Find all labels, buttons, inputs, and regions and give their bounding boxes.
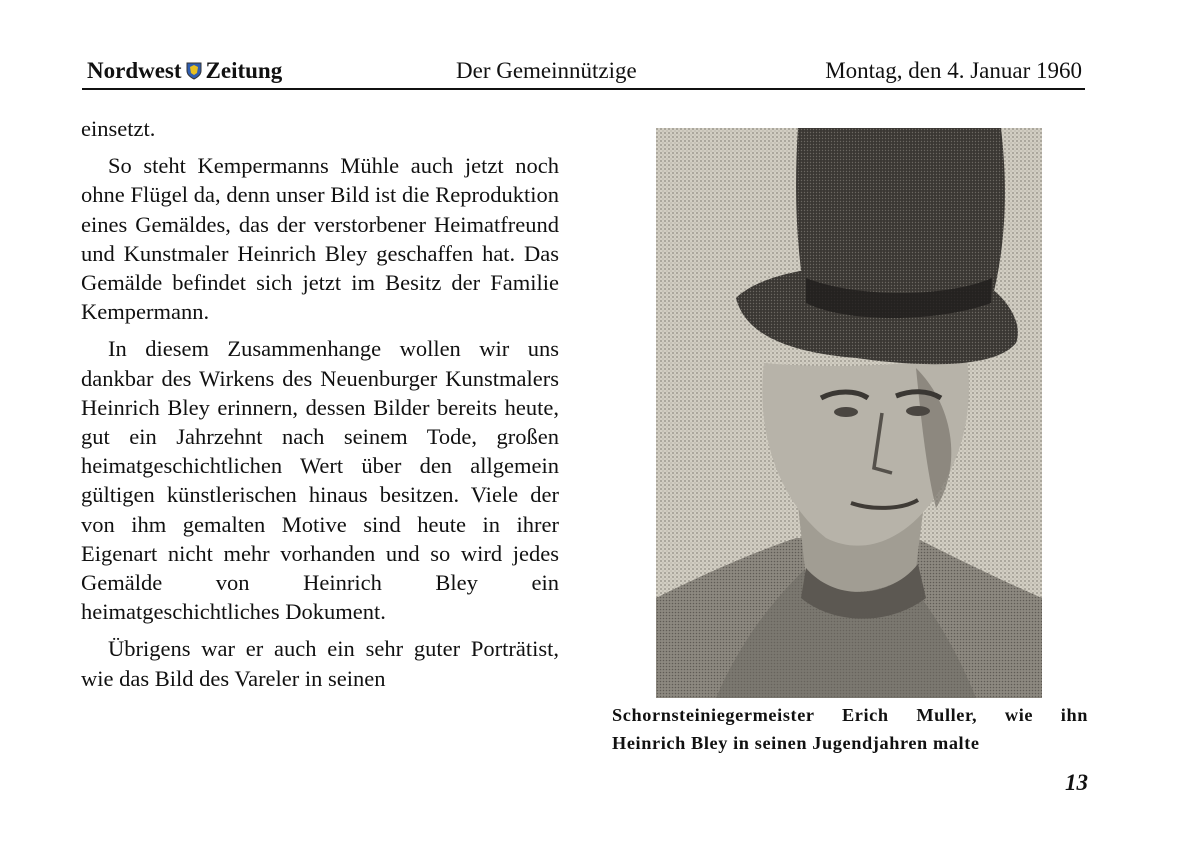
portrait-photo [656, 128, 1042, 698]
article-text [81, 114, 559, 701]
page-header [82, 56, 1085, 90]
article-paragraph: Übrigens war er auch ein sehr guter Porträtist, wie das Bild des Vareler in seinen [81, 636, 559, 691]
issue-date: Montag, den 4. Januar 1960 [825, 58, 1082, 83]
newspaper-name-part1: Nordwest [87, 58, 182, 83]
photo-caption [612, 701, 1088, 757]
newspaper-name [87, 58, 282, 84]
section-title: Der Gemeinnützige [456, 58, 637, 83]
page-number: 13 [1065, 770, 1088, 795]
caption-line-1: Schornsteiniegermeister Erich Muller, wie ihn [612, 705, 1088, 725]
portrait-illustration [656, 128, 1042, 698]
article-paragraph: einsetzt. [81, 116, 156, 141]
article-paragraph: In diesem Zusammenhange wollen wir uns dankbar des Wirkens des Neuenburger Kunstmalers Heinrich Bley erinnern, dessen Bilder bereits heute, gut ein Jahrzehnt nach seinem Tode, großen heimatgeschichtlichen Wert über den allgemein gültigen künstlerischen hinaus besitzen. Viele der von ihm gemalten Motive sind heute in ihrer Eigenart nicht mehr vorhanden und so wird jedes Gemälde von Heinrich Bley ein heimatgeschichtliches Dokument. [81, 336, 559, 625]
caption-line-2: Heinrich Bley in seinen Jugendjahren malte [612, 733, 980, 753]
article-paragraph: So steht Kempermanns Mühle auch jetzt noch ohne Flügel da, denn unser Bild ist die Reproduktion eines Gemäldes, das der verstorbener Heimatfreund und Kunstmaler Heinrich Bley geschaffen hat. Das Gemälde befindet sich jetzt im Besitz der Familie Kempermann. [81, 153, 559, 325]
coat-of-arms-icon [186, 60, 202, 78]
newspaper-name-part2: Zeitung [205, 58, 283, 83]
